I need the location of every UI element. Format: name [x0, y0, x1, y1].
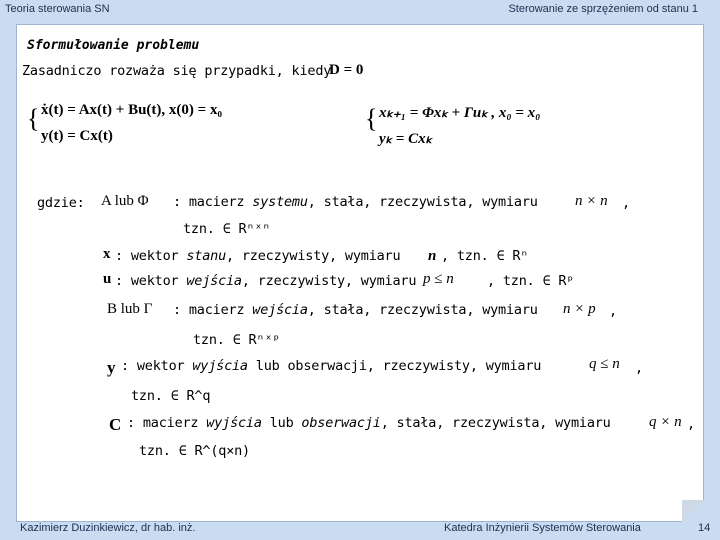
comma-4: , [609, 303, 617, 319]
continuous-output-equation: y(t) = Cx(t) [41, 128, 113, 144]
symbol-B-Gamma: B lub Γ [107, 301, 153, 317]
intro-math: D = 0 [329, 62, 364, 78]
footer-department: Katedra Inżynierii Systemów Sterowania [444, 522, 641, 534]
dim-n: n [428, 248, 437, 264]
dim-p-le-n: p ≤ n [423, 271, 454, 287]
continuous-state-equation: ẋ(t) = Ax(t) + Bu(t), x(0) = x₀ [41, 102, 222, 118]
dim-n-p: n × p [563, 301, 596, 317]
symbol-C: C [109, 415, 122, 434]
tzn-4: tzn. ∈ Rⁿˣᵖ [193, 332, 281, 348]
dim-q-n: q × n [649, 414, 682, 430]
dim-n-n: n × n [575, 193, 608, 209]
definition-input-vector: : wektor wejścia, rzeczywisty, wymiaru [115, 273, 417, 289]
page-number: 14 [698, 522, 711, 534]
discrete-state-equation: xₖ₊₁ = Φxₖ + Γuₖ , x₀ = x₀ [379, 105, 541, 121]
definition-output-vector: : wektor wyjścia lub obserwacji, rzeczywisty, wymiaru [121, 358, 542, 374]
tzn-5: tzn. ∈ R^q [131, 388, 211, 404]
definition-system-matrix: : macierz systemu, stała, rzeczywista, wymiaru [173, 194, 538, 210]
symbol-u: u [103, 271, 112, 287]
dim-q-le-n: q ≤ n [589, 356, 620, 372]
definition-state-vector: : wektor stanu, rzeczywisty, wymiaru [115, 248, 401, 264]
comma-1: , [622, 195, 630, 211]
intro-text: Zasadniczo rozważa się przypadki, kiedy [22, 63, 332, 79]
gdzie-label: gdzie: [37, 195, 85, 211]
header-course-title: Teoria sterowania SN [5, 3, 110, 15]
symbol-y: y [107, 358, 116, 377]
definition-output-matrix: : macierz wyjścia lub obserwacji, stała, rzeczywista, wymiaru [127, 415, 611, 431]
symbol-x: x [103, 246, 111, 262]
slide-title: Sformułowanie problemu [27, 38, 200, 53]
slide-panel [16, 24, 704, 522]
comma-6: , [687, 416, 695, 432]
discrete-output-equation: yₖ = Cxₖ [379, 131, 432, 147]
footer-author: Kazimierz Duzinkiewicz, dr hab. inż. [20, 522, 196, 534]
comma-5: , [635, 360, 643, 376]
definition-input-matrix: : macierz wejścia, stała, rzeczywista, wymiaru [173, 302, 538, 318]
brace-left-1: { [27, 104, 40, 133]
tzn-1: tzn. ∈ Rⁿˣⁿ [183, 221, 271, 237]
header-lecture-title: Sterowanie ze sprzężeniem od stanu 1 [508, 3, 698, 15]
tzn-3: , tzn. ∈ Rᵖ [487, 273, 575, 289]
page-fold-corner [682, 500, 704, 522]
tzn-6: tzn. ∈ R^(q×n) [139, 443, 250, 459]
brace-left-2: { [365, 104, 378, 133]
symbol-A-Phi: A lub Φ [101, 193, 149, 209]
tzn-2: , tzn. ∈ Rⁿ [441, 248, 529, 264]
